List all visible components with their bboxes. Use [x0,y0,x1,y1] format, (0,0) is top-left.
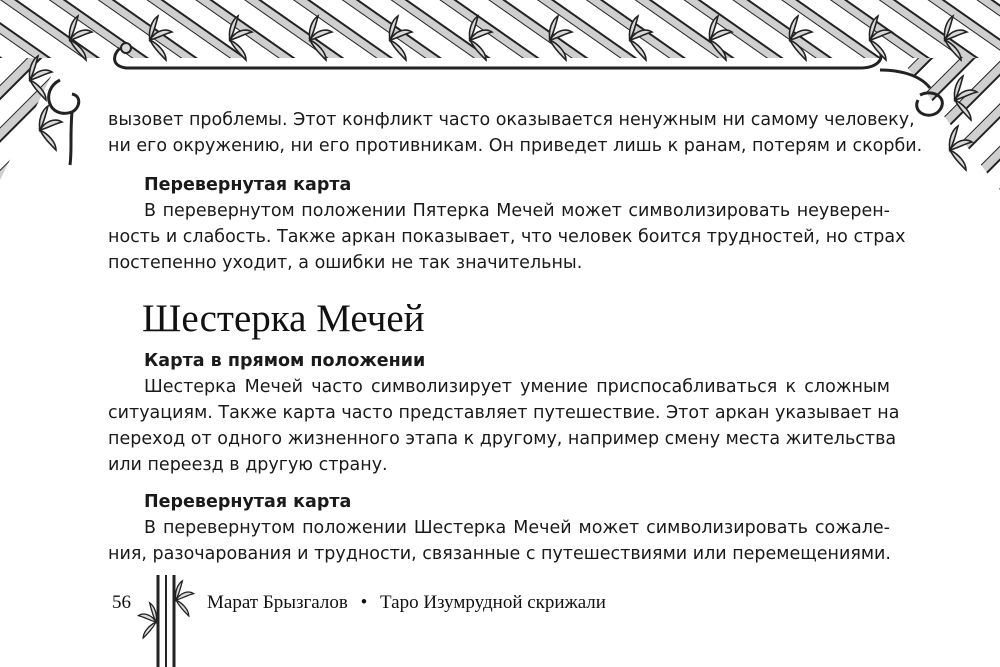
book-title: Таро Изумрудной скрижали [380,592,606,613]
continuation-paragraph [108,107,923,159]
author-name: Марат Брызгалов [207,592,348,613]
subheading: Карта в прямом положении [144,351,426,371]
text-line: Шестерка Мечей часто символизирует умение приспосабливаться к сложным [144,377,890,397]
page-number: 56 [112,592,131,613]
footer-separator: • [360,592,368,613]
reversed-six-section [108,489,890,567]
text-line: или переезд в другую страну. [108,455,388,475]
subheading: Перевернутая карта [144,175,352,195]
subheading: Перевернутая карта [144,492,352,512]
text-line: вызовет проблемы. Этот конфликт часто оказывается ненужным ни самому человеку, [108,110,915,130]
text-line: ния, разочарования и трудности, связанные с путешествиями или перемещениями. [108,544,891,564]
reversed-five-section [108,172,906,276]
text-line: ситуациям. Также карта часто представляет путешествие. Этот аркан указывает на [108,403,900,423]
text-line: постепенно уходит, а ошибки не так значительны. [108,253,583,273]
text-line: В перевернутом положении Шестерка Мечей может символизировать сожале- [144,518,890,538]
running-footer [207,592,606,614]
text-line: В перевернутом положении Пятерка Мечей может символизировать неуверен- [144,201,890,221]
section-title: Шестерка Мечей [142,297,425,340]
upright-six-section [108,348,900,478]
text-line: ность и слабость. Также аркан показывает, что человек боится трудностей, но страх [108,227,906,247]
text-line: ни его окружению, ни его противникам. Он приведет лишь к ранам, потерям и скорби. [108,136,923,156]
text-line: переход от одного жизненного этапа к другому, например смену места жительства [108,429,897,449]
